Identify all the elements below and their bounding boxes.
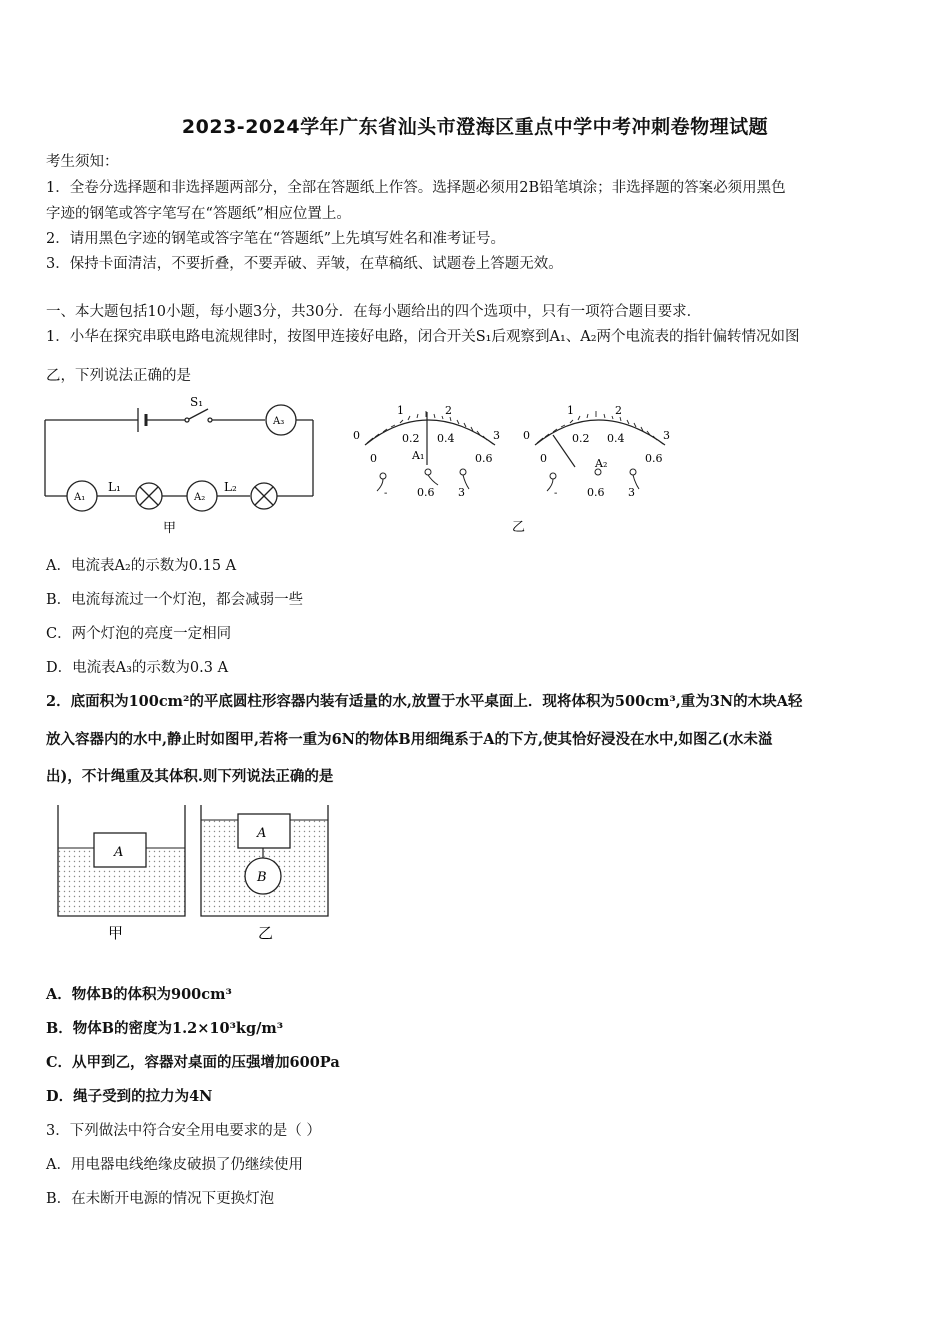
scale-top-label: 1 — [567, 404, 574, 417]
terminal-label: 0.6 — [587, 486, 605, 499]
q3-stem: 3．下列做法中符合安全用电要求的是（ ） — [46, 1123, 321, 1139]
q2-stem-line3: 出)，不计绳重及其体积.则下列说法正确的是 — [46, 768, 334, 785]
q1-stem-line1: 1．小华在探究串联电路电流规律时，按图甲连接好电路，闭合开关S₁后观察到A₁、A₂两个电流表的指针偏转情况如图 — [46, 329, 800, 345]
block-a-label: A — [114, 845, 124, 860]
circuit-caption: 甲 — [163, 521, 177, 536]
meters-caption: 乙 — [512, 520, 526, 535]
scale-bottom-label: 0.2 — [572, 432, 590, 445]
terminal-label: 3 — [458, 486, 465, 499]
q1-stem-line2: 乙，下列说法正确的是 — [46, 368, 191, 384]
q1-option-c: C．两个灯泡的亮度一定相同 — [46, 626, 232, 642]
q2-option-b: B．物体B的密度为1.2×10³kg/m³ — [46, 1020, 284, 1037]
scale-bottom-label: 0.4 — [437, 432, 455, 445]
scale-bottom-label: 0 — [540, 452, 547, 465]
scale-bottom-label: 0.6 — [475, 452, 493, 465]
ammeter-a2-label: A₂ — [194, 492, 206, 503]
meters-caption-box — [500, 512, 540, 538]
block-b-label: B — [257, 870, 267, 885]
section-heading: 一、本大题包括10小题，每小题3分，共30分．在每小题给出的四个选项中，只有一项符合题目要求． — [46, 304, 702, 320]
notice-item: 3．保持卡面清洁，不要折叠，不要弄破、弄皱，在草稿纸、试题卷上答题无效。 — [46, 256, 563, 272]
q2-option-d: D．绳子受到的拉力为4N — [46, 1088, 213, 1105]
q1-option-a: A．电流表A₂的示数为0.15 A — [46, 558, 237, 574]
scale-bottom-label: 0.4 — [607, 432, 625, 445]
scale-top-label: 3 — [663, 429, 670, 442]
scale-top-label: 0 — [353, 429, 360, 442]
scale-top-label: 2 — [445, 404, 452, 417]
q2-stem-line2: 放入容器内的水中,静止时如图甲,若将一重为6N的物体B用细绳系于A的下方,使其恰好浸没在水中,如图乙(水未溢 — [46, 731, 773, 748]
scale-bottom-label: 0 — [370, 452, 377, 465]
terminal-label: 3 — [628, 486, 635, 499]
scale-top-label: 2 — [615, 404, 622, 417]
scale-top-label: 1 — [397, 404, 404, 417]
notice-item: 字迹的钢笔或答字笔写在“答题纸”相应位置上。 — [46, 206, 351, 222]
ammeter-a2-dial — [515, 395, 680, 507]
terminal-label: 0.6 — [417, 486, 435, 499]
circuit-diagram — [40, 393, 330, 538]
meter-label: A₁ — [412, 449, 425, 462]
q1-option-d: D．电流表A₃的示数为0.3 A — [46, 660, 229, 676]
ammeter-a1-dial — [345, 395, 510, 507]
container-caption: 乙 — [258, 924, 274, 942]
scale-bottom-label: 0.6 — [645, 452, 663, 465]
scale-top-label: 0 — [523, 429, 530, 442]
scale-bottom-label: 0.2 — [402, 432, 420, 445]
q3-option-b: B．在未断开电源的情况下更换灯泡 — [46, 1191, 275, 1207]
switch-label: S₁ — [190, 395, 204, 409]
lamp-l2-label: L₂ — [224, 480, 237, 494]
terminal-label: - — [554, 488, 558, 499]
ammeter-a1-label: A₁ — [74, 492, 86, 503]
lamp-l1-label: L₁ — [108, 480, 121, 494]
notice-item: 2．请用黑色字迹的钢笔或答字笔在“答题纸”上先填写姓名和准考证号。 — [46, 231, 506, 247]
q3-option-a: A．用电器电线绝缘皮破损了仍继续使用 — [46, 1157, 303, 1173]
notice-heading: 考生须知： — [46, 154, 119, 170]
meter-label: A₂ — [595, 457, 608, 470]
q1-option-b: B．电流每流过一个灯泡，都会减弱一些 — [46, 592, 304, 608]
q2-stem-line1: 2．底面积为100cm²的平底圆柱形容器内装有适量的水,放置于水平桌面上．现将体积为500cm³,重为3N的木块A轻 — [46, 693, 803, 710]
container-caption: 甲 — [108, 924, 124, 942]
container-figure — [48, 800, 333, 950]
notice-item: 1．全卷分选择题和非选择题两部分，全部在答题纸上作答。选择题必须用2B铅笔填涂；非选择题的答案必须用黑色 — [46, 180, 786, 196]
block-a-label: A — [257, 826, 267, 841]
page-title: 2023-2024学年广东省汕头市澄海区重点中学中考冲刺卷物理试题 — [181, 116, 769, 138]
ammeter-a3-label: A₃ — [273, 416, 285, 427]
terminal-label: - — [384, 488, 388, 499]
q2-option-c: C．从甲到乙，容器对桌面的压强增加600Pa — [46, 1054, 340, 1071]
scale-top-label: 3 — [493, 429, 500, 442]
q2-option-a: A．物体B的体积为900cm³ — [46, 986, 232, 1003]
